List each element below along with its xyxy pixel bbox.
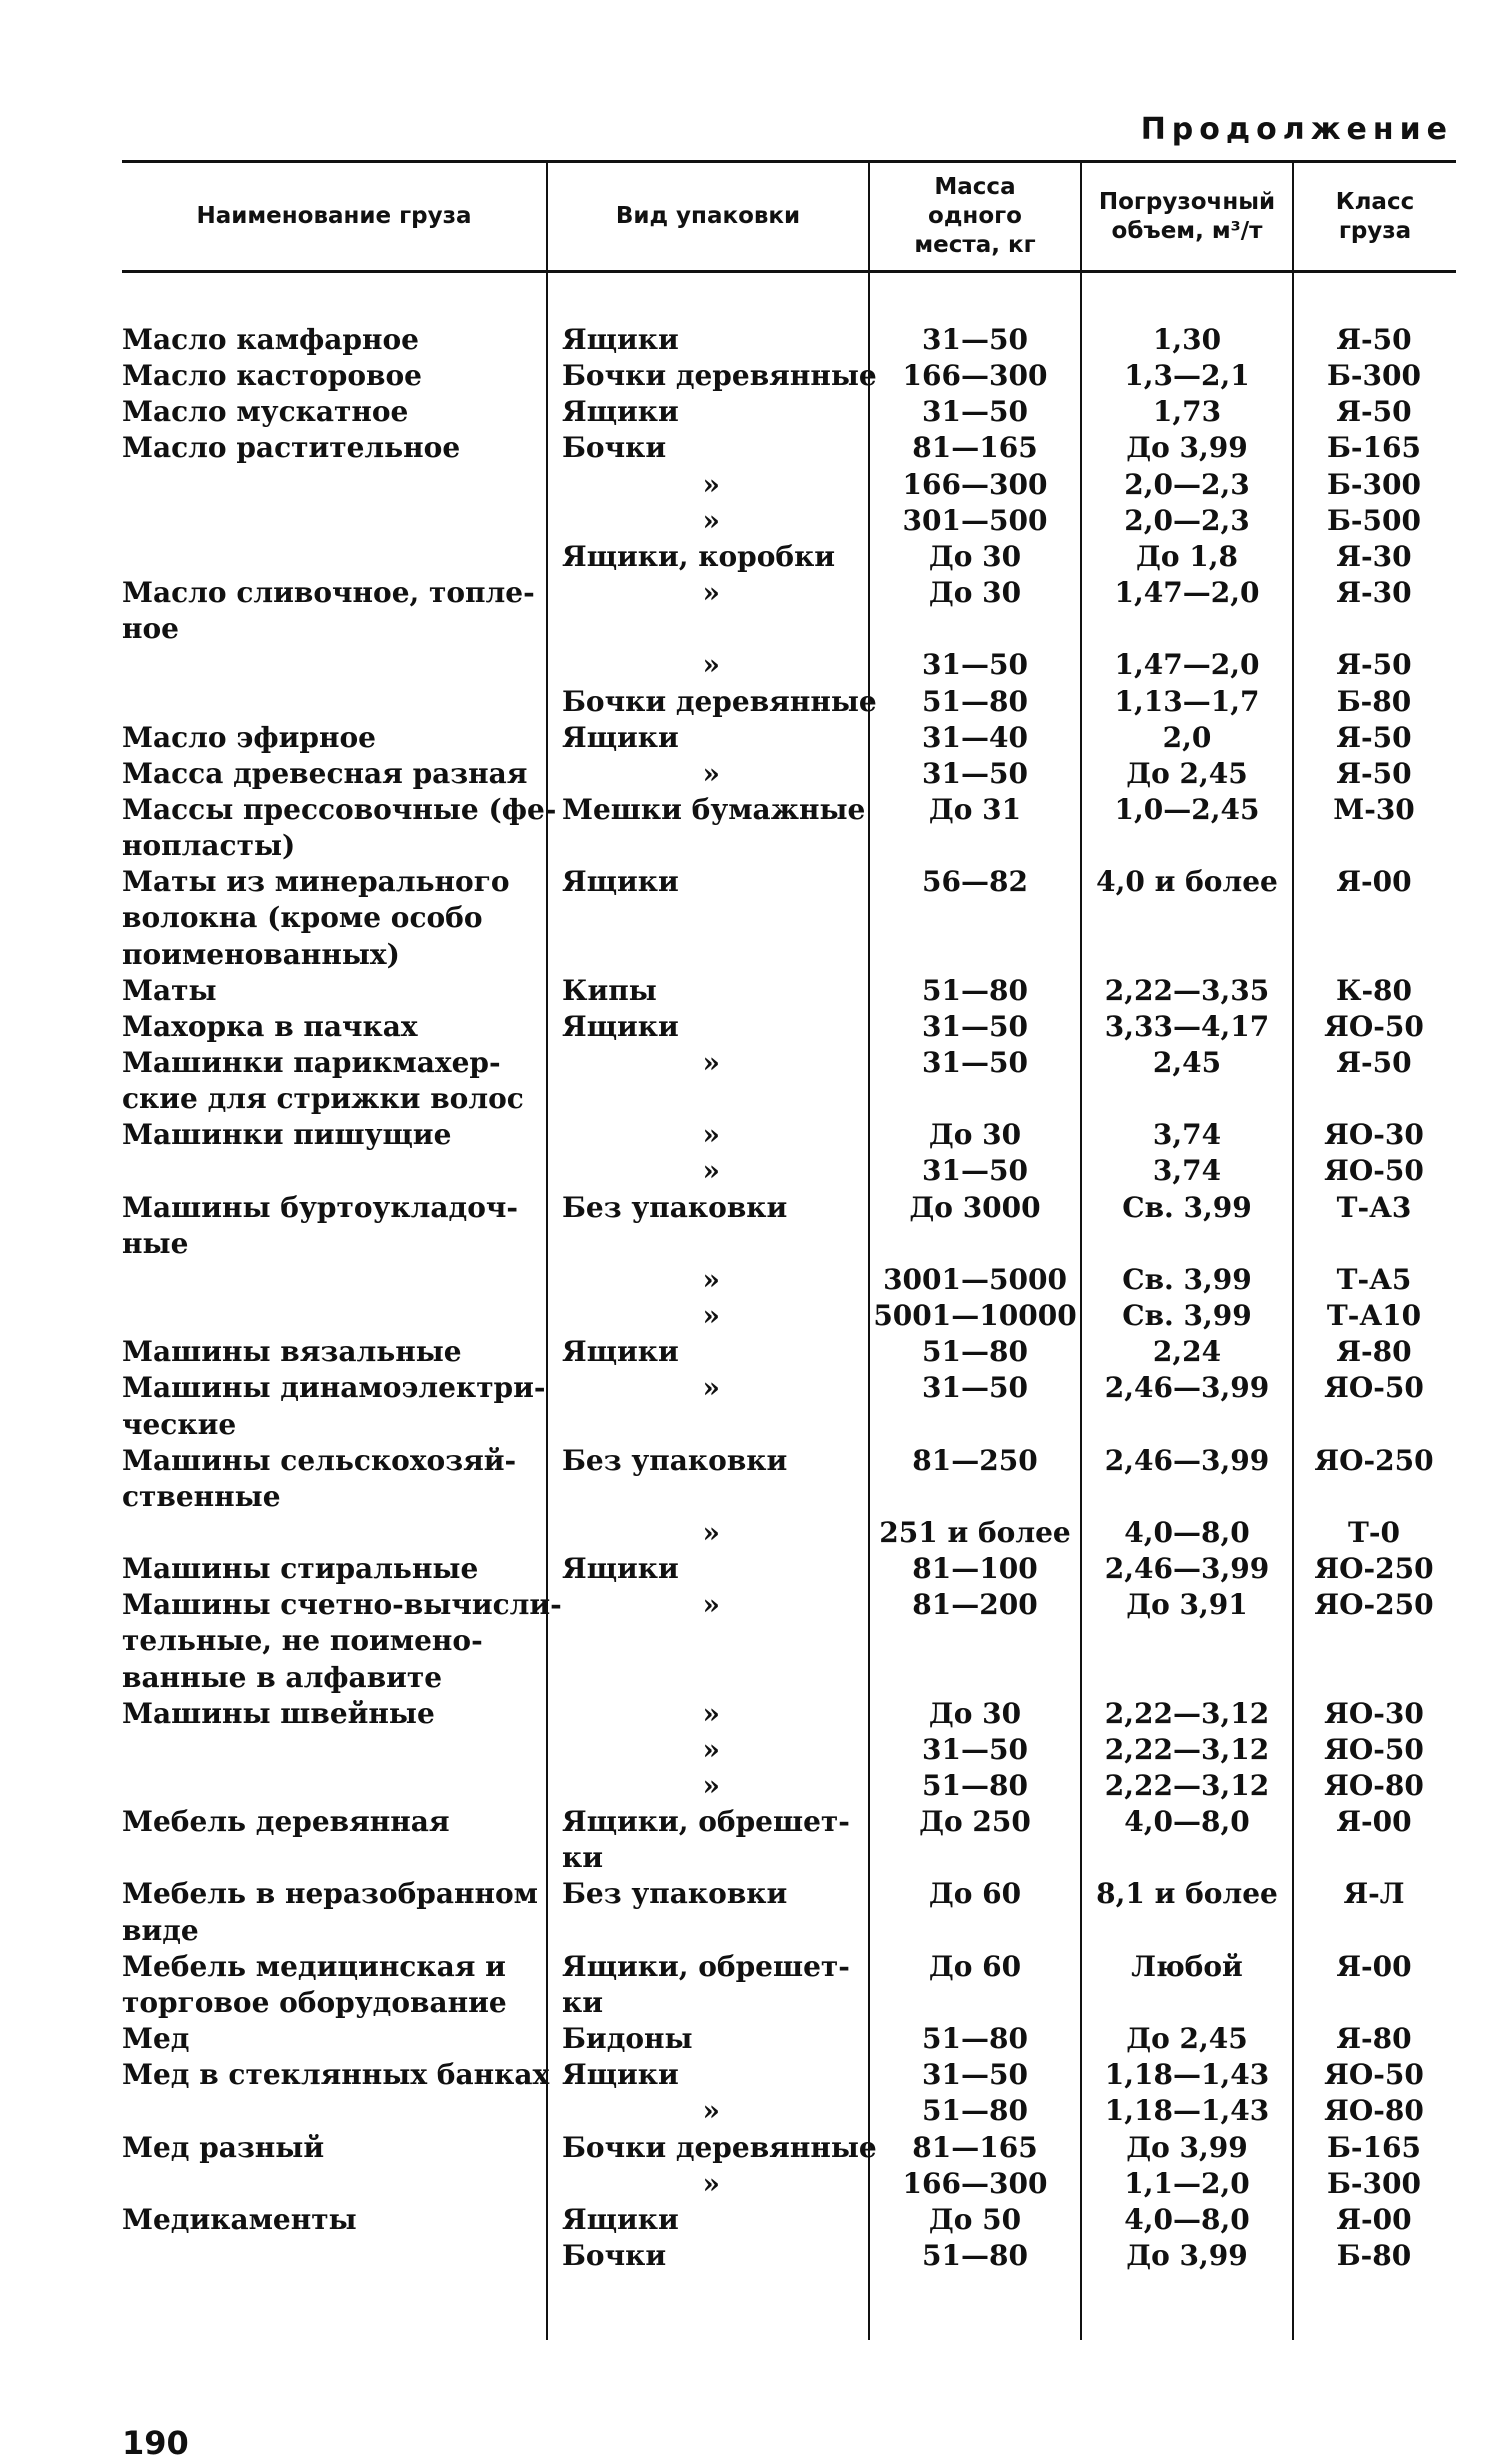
table-row: [0, 1623, 1512, 1659]
table-row: [0, 684, 1512, 720]
mass-cell: 51—80: [922, 2022, 1028, 2055]
cargo-name-cell: виде: [122, 1914, 199, 1947]
class-cell: Я-80: [1336, 1335, 1412, 1368]
packaging-cell: »: [702, 468, 720, 501]
class-cell: Я-00: [1336, 2203, 1412, 2236]
volume-cell: До 3,91: [1126, 1588, 1248, 1621]
packaging-cell: »: [702, 1154, 720, 1187]
header-packaging: [548, 163, 868, 270]
mass-cell: До 60: [928, 1950, 1022, 1983]
table-row: [0, 430, 1512, 466]
cargo-name-cell: Мед: [122, 2022, 190, 2055]
cargo-name-cell: Мебель медицинская и: [122, 1950, 506, 1983]
volume-cell: До 3,99: [1126, 2239, 1248, 2272]
cargo-name-cell: Машины швейные: [122, 1697, 435, 1730]
header-class-line2: груза: [1338, 217, 1412, 244]
header-packaging-label: Вид упаковки: [615, 203, 801, 229]
cargo-name-cell: ванные в алфавите: [122, 1661, 443, 1694]
class-cell: ЯО-80: [1324, 2094, 1424, 2127]
volume-cell: 8,1 и более: [1096, 1877, 1278, 1910]
class-cell: Я-50: [1336, 323, 1412, 356]
table-row: [0, 2093, 1512, 2129]
cargo-name-cell: Машинки пишущие: [122, 1118, 452, 1151]
table-row: [0, 539, 1512, 575]
table-row: [0, 1876, 1512, 1912]
header-class-line1: Класс: [1335, 188, 1415, 215]
table-row: [0, 1515, 1512, 1551]
header-name: [122, 163, 546, 270]
table-row: [0, 1949, 1512, 1985]
mass-cell: 3001—5000: [883, 1263, 1067, 1296]
continued-label: Продолжение: [1140, 112, 1453, 147]
mass-cell: 51—80: [922, 974, 1028, 1007]
mass-cell: 31—50: [922, 1046, 1028, 1079]
mass-cell: 31—40: [922, 721, 1028, 754]
packaging-cell: »: [702, 1046, 720, 1079]
volume-cell: 1,18—1,43: [1104, 2058, 1270, 2091]
cargo-name-cell: Массы прессовочные (фе-: [122, 793, 557, 826]
packaging-cell: Без упаковки: [562, 1444, 788, 1477]
class-cell: Т-А5: [1336, 1263, 1412, 1296]
volume-cell: 4,0—8,0: [1124, 1805, 1250, 1838]
class-cell: Б-165: [1327, 431, 1421, 464]
volume-cell: 2,0: [1162, 721, 1212, 754]
packaging-cell: »: [702, 1371, 720, 1404]
table-row: [0, 1768, 1512, 1804]
mass-cell: 166—300: [902, 2167, 1048, 2200]
cargo-name-cell: Масса древесная разная: [122, 757, 528, 790]
cargo-name-cell: Мебель в неразобранном: [122, 1877, 538, 1910]
packaging-cell: »: [702, 576, 720, 609]
packaging-cell: Бочки: [562, 2239, 667, 2272]
page-number: 190: [122, 2424, 189, 2462]
volume-cell: Любой: [1131, 1950, 1243, 1983]
volume-cell: 2,22—3,12: [1104, 1697, 1270, 1730]
mass-cell: 81—165: [912, 431, 1038, 464]
packaging-cell: Ящики: [562, 323, 679, 356]
header-volume: [1082, 163, 1292, 270]
volume-cell: 1,47—2,0: [1114, 576, 1260, 609]
packaging-cell: Мешки бумажные: [562, 793, 866, 826]
header-class: [1294, 163, 1456, 270]
mass-cell: До 30: [928, 540, 1022, 573]
table-row: [0, 1913, 1512, 1949]
cargo-name-cell: Машины стиральные: [122, 1552, 479, 1585]
packaging-cell: »: [702, 1697, 720, 1730]
packaging-cell: Без упаковки: [562, 1191, 788, 1224]
mass-cell: До 31: [928, 793, 1022, 826]
class-cell: ЯО-50: [1324, 1371, 1424, 1404]
table-row: [0, 756, 1512, 792]
volume-cell: 2,46—3,99: [1104, 1371, 1270, 1404]
class-cell: ЯО-250: [1314, 1444, 1434, 1477]
volume-cell: 1,73: [1152, 395, 1222, 428]
packaging-cell: Ящики: [562, 721, 679, 754]
packaging-cell: Кипы: [562, 974, 657, 1007]
table-row: [0, 1262, 1512, 1298]
class-cell: Т-0: [1348, 1516, 1400, 1549]
table-row: [0, 503, 1512, 539]
mass-cell: 81—250: [912, 1444, 1038, 1477]
table-row: [0, 2130, 1512, 2166]
mass-cell: 51—80: [922, 2239, 1028, 2272]
mass-cell: 31—50: [922, 757, 1028, 790]
packaging-cell: Ящики, обрешет-: [562, 1950, 850, 1983]
table-row: [0, 2202, 1512, 2238]
class-cell: ЯО-50: [1324, 1010, 1424, 1043]
volume-cell: До 3,99: [1126, 2131, 1248, 2164]
mass-cell: 166—300: [902, 468, 1048, 501]
volume-cell: 2,24: [1152, 1335, 1222, 1368]
cargo-name-cell: Машины сельскохозяй-: [122, 1444, 517, 1477]
class-cell: ЯО-50: [1324, 2058, 1424, 2091]
table-row: [0, 1840, 1512, 1876]
cargo-name-cell: Машины динамоэлектри-: [122, 1371, 546, 1404]
volume-cell: До 1,8: [1135, 540, 1239, 573]
cargo-name-cell: Маты: [122, 974, 217, 1007]
packaging-cell: Бочки деревянные: [562, 685, 877, 718]
cargo-name-cell: Маты из минерального: [122, 865, 510, 898]
class-cell: Т-А10: [1326, 1299, 1422, 1332]
class-cell: Я-50: [1336, 721, 1412, 754]
volume-cell: 1,0—2,45: [1114, 793, 1260, 826]
cargo-name-cell: поименованных): [122, 938, 400, 971]
cargo-name-cell: нопласты): [122, 829, 296, 862]
table-row: [0, 2238, 1512, 2274]
class-cell: ЯО-30: [1324, 1118, 1424, 1151]
cargo-name-cell: ное: [122, 612, 179, 645]
cargo-name-cell: Масло растительное: [122, 431, 461, 464]
volume-cell: 3,33—4,17: [1104, 1010, 1270, 1043]
table-row: [0, 1407, 1512, 1443]
table-row: [0, 322, 1512, 358]
packaging-cell: »: [702, 1263, 720, 1296]
table-row: [0, 647, 1512, 683]
mass-cell: 166—300: [902, 359, 1048, 392]
cargo-name-cell: Махорка в пачках: [122, 1010, 418, 1043]
table-row: [0, 1117, 1512, 1153]
table-row: [0, 1081, 1512, 1117]
volume-cell: 2,0—2,3: [1124, 504, 1250, 537]
volume-cell: Св. 3,99: [1122, 1263, 1252, 1296]
volume-cell: 2,46—3,99: [1104, 1444, 1270, 1477]
mass-cell: 31—50: [922, 648, 1028, 681]
volume-cell: 3,74: [1152, 1154, 1222, 1187]
cargo-name-cell: ные: [122, 1227, 189, 1260]
header-mass: [870, 163, 1080, 270]
class-cell: Я-80: [1336, 2022, 1412, 2055]
table-row: [0, 937, 1512, 973]
mass-cell: 31—50: [922, 1154, 1028, 1187]
volume-cell: 1,30: [1152, 323, 1222, 356]
volume-cell: 2,46—3,99: [1104, 1552, 1270, 1585]
volume-cell: 2,22—3,35: [1104, 974, 1270, 1007]
packaging-cell: ки: [562, 1986, 603, 2019]
table-row: [0, 1985, 1512, 2021]
volume-cell: 1,3—2,1: [1124, 359, 1250, 392]
packaging-cell: Бочки: [562, 431, 667, 464]
table-row: [0, 1190, 1512, 1226]
cargo-name-cell: волокна (кроме особо: [122, 901, 483, 934]
cargo-name-cell: Машины счетно-вычисли-: [122, 1588, 562, 1621]
packaging-cell: Ящики: [562, 2058, 679, 2091]
mass-cell: До 250: [919, 1805, 1031, 1838]
mass-cell: До 3000: [909, 1191, 1041, 1224]
table-row: [0, 1479, 1512, 1515]
mass-cell: 81—165: [912, 2131, 1038, 2164]
class-cell: Б-300: [1327, 359, 1421, 392]
class-cell: Б-80: [1336, 2239, 1412, 2272]
mass-cell: 56—82: [922, 865, 1028, 898]
volume-cell: 2,22—3,12: [1104, 1769, 1270, 1802]
table-row: [0, 1009, 1512, 1045]
table-row: [0, 828, 1512, 864]
cargo-name-cell: Масло эфирное: [122, 721, 376, 754]
volume-cell: Св. 3,99: [1122, 1299, 1252, 1332]
class-cell: Я-30: [1336, 576, 1412, 609]
table-row: [0, 611, 1512, 647]
mass-cell: 51—80: [922, 685, 1028, 718]
volume-cell: 1,18—1,43: [1104, 2094, 1270, 2127]
header-name-label: Наименование груза: [196, 203, 472, 229]
class-cell: Я-50: [1336, 395, 1412, 428]
table-row: [0, 575, 1512, 611]
header-mass-line1: Масса: [934, 174, 1016, 200]
mass-cell: 31—50: [922, 1733, 1028, 1766]
class-cell: М-30: [1333, 793, 1415, 826]
cargo-name-cell: Машинки парикмахер-: [122, 1046, 501, 1079]
packaging-cell: Ящики: [562, 1552, 679, 1585]
table-row: [0, 1334, 1512, 1370]
header-volume-line2: объем, м³/т: [1111, 217, 1263, 244]
volume-cell: 1,13—1,7: [1114, 685, 1260, 718]
mass-cell: 81—100: [912, 1552, 1038, 1585]
mass-cell: До 30: [928, 576, 1022, 609]
table-row: [0, 720, 1512, 756]
packaging-cell: »: [702, 648, 720, 681]
cargo-name-cell: ческие: [122, 1408, 237, 1441]
table-row: [0, 394, 1512, 430]
mass-cell: 251 и более: [879, 1516, 1071, 1549]
mass-cell: До 60: [928, 1877, 1022, 1910]
class-cell: Я-50: [1336, 757, 1412, 790]
class-cell: Т-А3: [1336, 1191, 1412, 1224]
cargo-name-cell: ственные: [122, 1480, 281, 1513]
table-row: [0, 900, 1512, 936]
packaging-cell: Ящики: [562, 2203, 679, 2236]
class-cell: Б-300: [1327, 2167, 1421, 2200]
volume-cell: 4,0—8,0: [1124, 1516, 1250, 1549]
table-row: [0, 792, 1512, 828]
class-cell: К-80: [1335, 974, 1413, 1007]
cargo-name-cell: тельные, не поимено-: [122, 1624, 483, 1657]
packaging-cell: »: [702, 1299, 720, 1332]
packaging-cell: »: [702, 1516, 720, 1549]
cargo-name-cell: Машины вязальные: [122, 1335, 462, 1368]
mass-cell: 81—200: [912, 1588, 1038, 1621]
class-cell: Я-30: [1336, 540, 1412, 573]
class-cell: Б-165: [1327, 2131, 1421, 2164]
cargo-name-cell: Медикаменты: [122, 2203, 357, 2236]
mass-cell: До 50: [928, 2203, 1022, 2236]
mass-cell: 31—50: [922, 2058, 1028, 2091]
mass-cell: 31—50: [922, 323, 1028, 356]
packaging-cell: Ящики: [562, 1335, 679, 1368]
class-cell: Б-300: [1327, 468, 1421, 501]
table-row: [0, 1804, 1512, 1840]
packaging-cell: Ящики: [562, 865, 679, 898]
class-cell: ЯО-50: [1324, 1733, 1424, 1766]
cargo-name-cell: Машины буртоукладоч-: [122, 1191, 518, 1224]
cargo-name-cell: Мед разный: [122, 2131, 325, 2164]
table-row: [0, 2021, 1512, 2057]
volume-cell: Св. 3,99: [1122, 1191, 1252, 1224]
mass-cell: До 30: [928, 1118, 1022, 1151]
cargo-name-cell: торговое оборудование: [122, 1986, 507, 2019]
mass-cell: 301—500: [902, 504, 1048, 537]
table-row: [0, 1696, 1512, 1732]
packaging-cell: »: [702, 1769, 720, 1802]
mass-cell: 51—80: [922, 1335, 1028, 1368]
packaging-cell: »: [702, 504, 720, 537]
mass-cell: До 30: [928, 1697, 1022, 1730]
class-cell: ЯО-30: [1324, 1697, 1424, 1730]
class-cell: Я-00: [1336, 1950, 1412, 1983]
class-cell: ЯО-250: [1314, 1588, 1434, 1621]
volume-cell: До 3,99: [1126, 431, 1248, 464]
volume-cell: 4,0—8,0: [1124, 2203, 1250, 2236]
mass-cell: 31—50: [922, 1010, 1028, 1043]
class-cell: Б-80: [1336, 685, 1412, 718]
packaging-cell: Без упаковки: [562, 1877, 788, 1910]
header-volume-line1: Погрузочный: [1098, 188, 1276, 215]
class-cell: Я-00: [1336, 865, 1412, 898]
packaging-cell: Ящики, коробки: [562, 540, 836, 573]
volume-cell: 1,47—2,0: [1114, 648, 1260, 681]
volume-cell: До 2,45: [1126, 2022, 1248, 2055]
volume-cell: 2,0—2,3: [1124, 468, 1250, 501]
mass-cell: 31—50: [922, 1371, 1028, 1404]
table-row: [0, 467, 1512, 503]
class-cell: ЯО-50: [1324, 1154, 1424, 1187]
mass-cell: 51—80: [922, 1769, 1028, 1802]
table-row: [0, 1551, 1512, 1587]
packaging-cell: Ящики, обрешет-: [562, 1805, 850, 1838]
cargo-name-cell: Масло мускатное: [122, 395, 409, 428]
volume-cell: 2,45: [1152, 1046, 1222, 1079]
volume-cell: 2,22—3,12: [1104, 1733, 1270, 1766]
cargo-name-cell: Масло сливочное, топле-: [122, 576, 535, 609]
header-mass-line3: места, кг: [914, 232, 1036, 258]
mass-cell: 51—80: [922, 2094, 1028, 2127]
volume-cell: 4,0 и более: [1096, 865, 1278, 898]
class-cell: Я-50: [1336, 1046, 1412, 1079]
packaging-cell: Бочки деревянные: [562, 2131, 877, 2164]
table-row: [0, 1660, 1512, 1696]
header-bottom-rule: [122, 270, 1456, 273]
cargo-name-cell: Мебель деревянная: [122, 1805, 450, 1838]
class-cell: Б-500: [1327, 504, 1421, 537]
table-row: [0, 1045, 1512, 1081]
class-cell: ЯО-250: [1314, 1552, 1434, 1585]
packaging-cell: Ящики: [562, 1010, 679, 1043]
class-cell: Я-00: [1336, 1805, 1412, 1838]
table-row: [0, 1443, 1512, 1479]
cargo-name-cell: Мед в стеклянных банках: [122, 2058, 550, 2091]
class-cell: ЯО-80: [1324, 1769, 1424, 1802]
packaging-cell: »: [702, 757, 720, 790]
mass-cell: 5001—10000: [873, 1299, 1077, 1332]
packaging-cell: »: [702, 2167, 720, 2200]
volume-cell: 1,1—2,0: [1124, 2167, 1250, 2200]
packaging-cell: »: [702, 1588, 720, 1621]
mass-cell: 31—50: [922, 395, 1028, 428]
packaging-cell: ки: [562, 1841, 603, 1874]
table-row: [0, 1370, 1512, 1406]
table-row: [0, 1732, 1512, 1768]
table-row: [0, 864, 1512, 900]
cargo-name-cell: ские для стрижки волос: [122, 1082, 524, 1115]
packaging-cell: »: [702, 1118, 720, 1151]
table-row: [0, 2057, 1512, 2093]
packaging-cell: Бочки деревянные: [562, 359, 877, 392]
table-row: [0, 1226, 1512, 1262]
cargo-name-cell: Масло касторовое: [122, 359, 422, 392]
table-row: [0, 1587, 1512, 1623]
volume-cell: 3,74: [1152, 1118, 1222, 1151]
packaging-cell: »: [702, 1733, 720, 1766]
table-row: [0, 973, 1512, 1009]
packaging-cell: Бидоны: [562, 2022, 693, 2055]
table-row: [0, 358, 1512, 394]
table-row: [0, 2166, 1512, 2202]
class-cell: Я-50: [1336, 648, 1412, 681]
packaging-cell: Ящики: [562, 395, 679, 428]
cargo-name-cell: Масло камфарное: [122, 323, 419, 356]
volume-cell: До 2,45: [1126, 757, 1248, 790]
table-row: [0, 1298, 1512, 1334]
class-cell: Я-Л: [1343, 1877, 1405, 1910]
table-row: [0, 1153, 1512, 1189]
header-mass-line2: одного: [928, 203, 1022, 229]
packaging-cell: »: [702, 2094, 720, 2127]
